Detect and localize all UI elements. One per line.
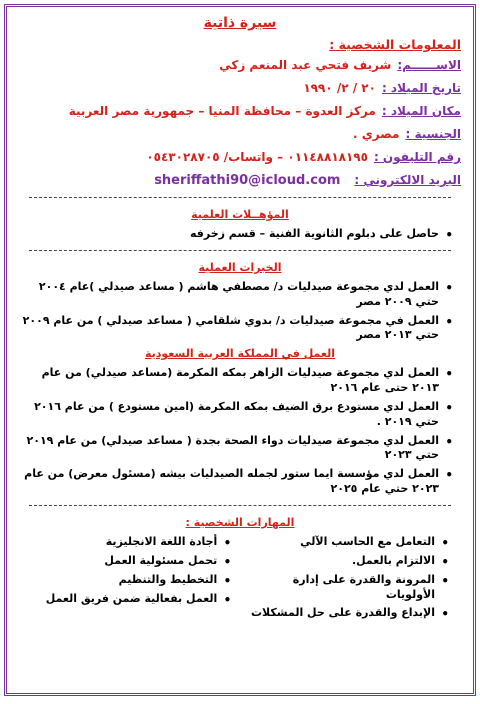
saudi-list bbox=[19, 366, 461, 497]
divider bbox=[29, 250, 451, 251]
list-item: • الالتزام بالعمل. bbox=[241, 554, 449, 569]
list-item: • التعامل مع الحاسب الآلي bbox=[241, 535, 449, 550]
dob-value: ٢٠ / ٢/ ١٩٩٠ bbox=[303, 81, 376, 95]
personal-heading: المعلومات الشخصية : bbox=[329, 37, 461, 52]
list-item: • التخطيط والتنظيم bbox=[23, 573, 231, 588]
list-item: • العمل لدي مجموعة صيدليات دواء الصحة بجدة ( مساعد صيدلي) من عام ٢٠١٩ حتي ٢٠٢٣ bbox=[19, 434, 453, 464]
dob-label: تاريخ الميلاد : bbox=[381, 81, 461, 95]
skills-list-left bbox=[23, 535, 239, 625]
divider bbox=[29, 505, 451, 506]
email-link[interactable]: sheriffathi90@icloud.com bbox=[154, 173, 341, 188]
phone-row bbox=[19, 150, 461, 164]
list-item: • حاصل على دبلوم الثانوية الفنية – قسم زخرفه bbox=[19, 227, 453, 242]
nationality-row bbox=[19, 127, 461, 141]
saudi-heading: العمل في المملكة العربية السعودية bbox=[144, 347, 336, 361]
email-label: البريد الالكتروني : bbox=[354, 173, 461, 187]
pob-value: مركز العدوة – محافظة المنيا – جمهورية مصر العربية bbox=[68, 104, 376, 118]
list-item: • المرونة والقدرة على إدارة الأولويات bbox=[241, 573, 449, 603]
dob-row bbox=[19, 81, 461, 95]
nationality-label: الجنسية : bbox=[405, 127, 461, 141]
list-item: • العمل بفعالية ضمن فريق العمل bbox=[23, 592, 231, 607]
skills-heading: المهارات الشخصية : bbox=[185, 515, 295, 529]
phone-label: رقم التليفون : bbox=[373, 150, 461, 164]
name-row bbox=[19, 58, 461, 72]
list-item: • الإبداع والقدرة على حل المشكلات bbox=[241, 606, 449, 621]
list-item: • العمل لدي مؤسسة ايما ستور لجمله الصيدليات بيشه (مسئول معرض) من عام ٢٠٢٣ حتي عام ٢٠٢٥ bbox=[19, 467, 453, 497]
pob-label: مكان الميلاد : bbox=[381, 104, 461, 118]
page-title: سيرة ذاتية bbox=[203, 15, 277, 31]
list-item: • العمل لدي مجموعة صيدليات د/ مصطفي هاشم ( مساعد صيدلي )عام ٢٠٠٤ حتي ٢٠٠٩ مصر bbox=[19, 280, 453, 310]
pob-row bbox=[19, 104, 461, 118]
list-item: • العمل لدي مجموعة صيدليات الزاهر بمكه المكرمة (مساعد صيدلي) من عام ٢٠١٣ حتى عام ٢٠١٦ bbox=[19, 366, 453, 396]
nationality-value: مصري . bbox=[353, 127, 400, 141]
qualifications-heading: المؤهــلات العلمية bbox=[191, 208, 289, 221]
experience-list bbox=[19, 280, 461, 343]
list-item: • تحمل مسئولية العمل bbox=[23, 554, 231, 569]
phone-value: ٠١١٤٨٨١٨١٩٥ – واتساب/ ٠٥٤٣٠٢٨٧٠٥ bbox=[146, 150, 368, 164]
divider bbox=[29, 197, 451, 198]
list-item: • أجادة اللغة الانجليزية bbox=[23, 535, 231, 550]
experience-heading: الخبرات العملية bbox=[198, 260, 282, 274]
skills-columns bbox=[19, 535, 461, 629]
email-row bbox=[19, 173, 461, 188]
list-item: • العمل لدي مستودع برق الضيف بمكه المكرمة (امين مستودع ) من عام ٢٠١٦ حتي ٢٠١٩ . bbox=[19, 400, 453, 430]
skills-list-right bbox=[241, 535, 457, 625]
qualifications-list bbox=[19, 227, 461, 242]
list-item: • العمل في مجموعة صيدليات د/ بدوي شلقامي ( مساعد صيدلي ) من عام ٢٠٠٩ حتي ٢٠١٣ مصر bbox=[19, 314, 453, 344]
name-value: شريف فتحي عبد المنعم زكي bbox=[219, 58, 392, 72]
cv-page bbox=[4, 4, 476, 696]
name-label: الاســــــم: bbox=[397, 58, 461, 72]
